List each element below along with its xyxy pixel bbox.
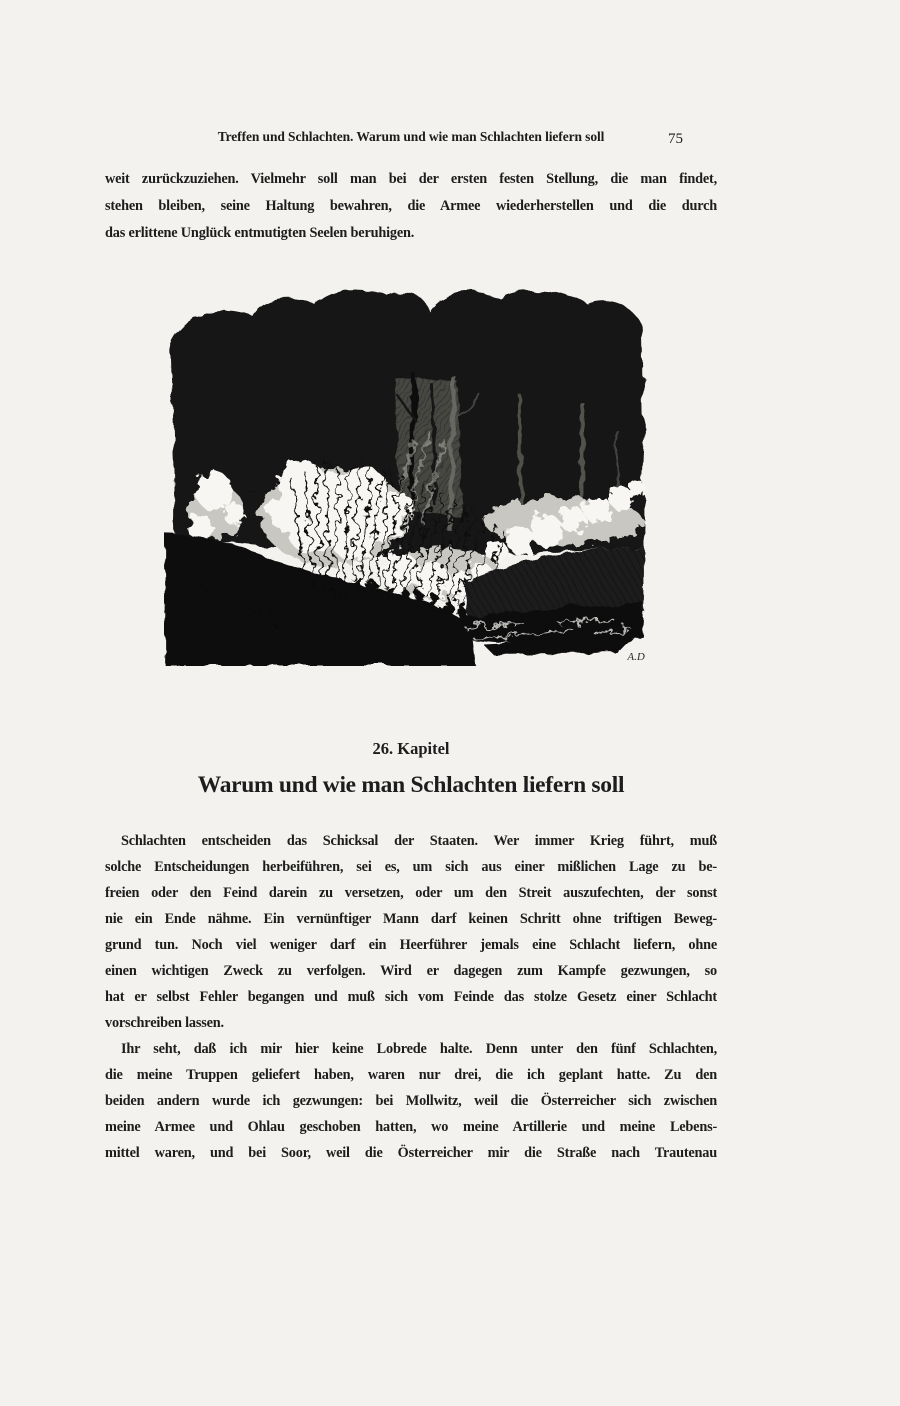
text-line: die meine Truppen geliefert haben, waren nur drei, die ich geplant hatte. Zu den <box>105 1067 717 1083</box>
text-line: hat er selbst Fehler begangen und muß sich vom Feinde das stolze Gesetz einer Schlacht <box>105 989 717 1005</box>
paragraph <box>105 828 717 1036</box>
chapter-number: 26. Kapitel <box>372 739 450 758</box>
text-line: nie ein Ende nähme. Ein vernünftiger Mann darf keinen Schritt ohne triftigen Beweg- <box>105 911 717 927</box>
intro-paragraph <box>105 166 717 247</box>
text-line: solche Entscheidungen herbeiführen, sei es, um sich aus einer mißlichen Lage zu be- <box>105 859 717 875</box>
body-text <box>105 828 717 1166</box>
text-line: einen wichtigen Zweck zu verfolgen. Wird er dagegen zum Kampfe gezwungen, so <box>105 963 717 979</box>
chapter-title: Warum und wie man Schlachten liefern soll <box>197 772 625 798</box>
page-number: 75 <box>668 131 683 147</box>
text-line: mittel waren, und bei Soor, weil die Österreicher mir die Straße nach Trautenau <box>105 1145 717 1161</box>
text-line: Ihr seht, daß ich mir hier keine Lobrede halte. Denn unter den fünf Schlachten, <box>121 1041 717 1057</box>
text-line: weit zurückzuziehen. Vielmehr soll man bei der ersten festen Stellung, die man findet, <box>105 171 717 187</box>
text-line: grund tun. Noch viel weniger darf ein Heerführer jemals eine Schlacht liefern, ohne <box>105 937 717 953</box>
woodcut-svg <box>164 282 654 666</box>
text-line: freien oder den Feind darein zu versetzen, oder um den Streit auszufechten, der sonst <box>105 885 717 901</box>
artist-signature: A.D <box>627 651 645 664</box>
running-header <box>105 126 717 150</box>
running-title: Treffen und Schlachten. Warum und wie man Schlachten liefern soll <box>217 129 605 144</box>
battle-woodcut-illustration <box>164 282 654 666</box>
text-line: beiden andern wurde ich gezwungen: bei Mollwitz, weil die Österreicher sich zwischen <box>105 1093 717 1109</box>
paragraph <box>105 1036 717 1166</box>
text-line: stehen bleiben, seine Haltung bewahren, die Armee wiederherstellen und die durch <box>105 198 717 214</box>
text-line: vorschreiben lassen. <box>105 1015 224 1031</box>
text-line: das erlittene Unglück entmutigten Seelen beruhigen. <box>105 225 415 241</box>
text-line: meine Armee und Ohlau geschoben hatten, wo meine Artillerie und meine Lebens- <box>105 1119 717 1135</box>
text-line: Schlachten entscheiden das Schicksal der Staaten. Wer immer Krieg führt, muß <box>121 833 717 849</box>
